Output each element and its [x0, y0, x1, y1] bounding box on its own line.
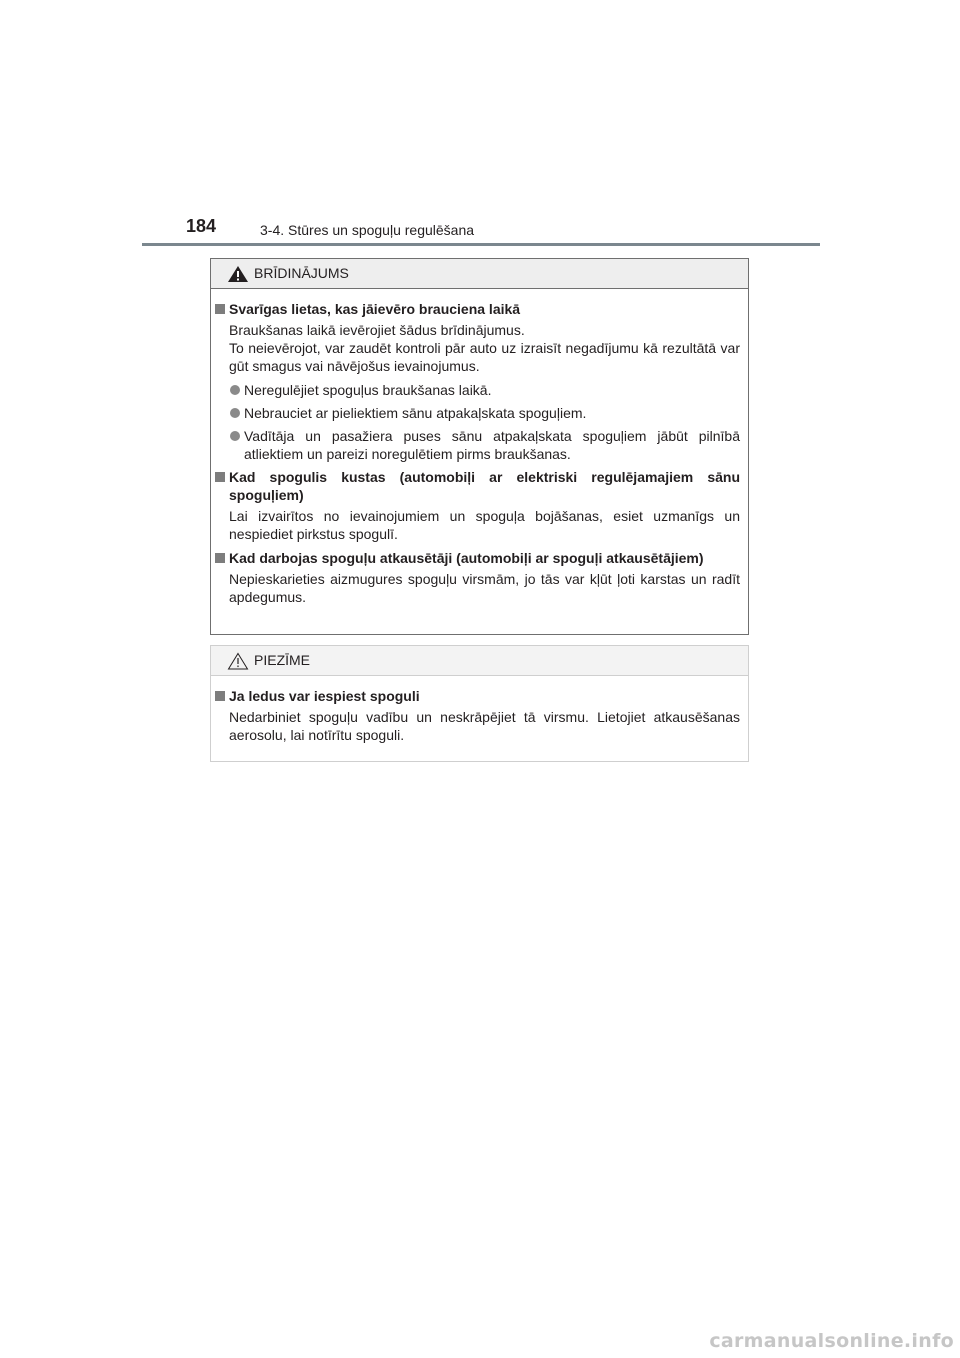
warning-triangle-icon	[227, 265, 249, 283]
list-item-text: Neregulējiet spoguļus braukšanas laikā.	[244, 382, 492, 398]
list-item-text: Vadītāja un pasažiera puses sānu atpakaļskata spoguļiem jābūt pilnībā atliektiem un pareizi noregulētiem pirms braukšanas.	[244, 428, 740, 462]
paragraph-line: To neievērojot, var zaudēt kontroli pār auto uz izraisīt negadījumu kā rezultātā var gūt smagus vai nāvējošus ievainojumus.	[229, 340, 740, 374]
square-bullet-icon	[215, 553, 225, 563]
paragraph	[215, 507, 740, 543]
paragraph-line: Lai izvairītos no ievainojumiem un spoguļa bojāšanas, esiet uzmanīgs un nespiediet pirkstus spogulī.	[229, 508, 740, 542]
section-heading-text: Kad darbojas spoguļu atkausētāji (automobiļi ar spoguļi atkausētājiem)	[229, 550, 704, 566]
square-bullet-icon	[215, 691, 225, 701]
square-bullet-icon	[215, 472, 225, 482]
warning-box-header	[211, 259, 748, 289]
notice-box	[210, 645, 749, 762]
paragraph	[215, 321, 740, 375]
section-heading-text: Ja ledus var iespiest spoguli	[229, 688, 420, 704]
list-item	[215, 404, 740, 422]
section-heading	[215, 468, 740, 504]
list-item	[215, 381, 740, 399]
section-heading	[215, 300, 740, 318]
paragraph	[215, 708, 740, 744]
square-bullet-icon	[215, 304, 225, 314]
section-heading-text: Kad spogulis kustas (automobiļi ar elektriski regulējamajiem sānu spoguļiem)	[229, 469, 740, 503]
header-rule	[142, 243, 820, 246]
section-heading	[215, 549, 740, 567]
notice-box-title: PIEZĪME	[254, 652, 311, 668]
warning-box	[210, 258, 749, 635]
paragraph-line: Braukšanas laikā ievērojiet šādus brīdinājumus.	[229, 322, 525, 338]
warning-box-title: BRĪDINĀJUMS	[254, 265, 349, 281]
section-heading-text: Svarīgas lietas, kas jāievēro brauciena laikā	[229, 301, 521, 317]
round-bullet-icon	[230, 385, 240, 395]
section-heading	[215, 687, 740, 705]
notice-box-body	[211, 676, 748, 744]
list-item-text: Nebrauciet ar pieliektiem sānu atpakaļskata spoguļiem.	[244, 405, 587, 421]
paragraph-line: Nedarbiniet spoguļu vadību un neskrāpējiet tā virsmu. Lietojiet atkausēšanas aerosolu, lai notīrītu spoguli.	[229, 709, 740, 743]
warning-box-body	[211, 289, 748, 606]
watermark: carmanualsonline.info	[709, 1330, 954, 1352]
notice-box-header	[211, 646, 748, 676]
paragraph-line: Nepieskarieties aizmugures spoguļu virsmām, jo tās var kļūt ļoti karstas un radīt apdegumus.	[229, 571, 740, 605]
list-item	[215, 427, 740, 463]
round-bullet-icon	[230, 408, 240, 418]
round-bullet-icon	[230, 431, 240, 441]
section-title: 3-4. Stūres un spoguļu regulēšana	[260, 222, 475, 238]
paragraph	[215, 570, 740, 606]
notice-triangle-icon	[227, 652, 249, 670]
page-number: 184	[186, 216, 217, 236]
